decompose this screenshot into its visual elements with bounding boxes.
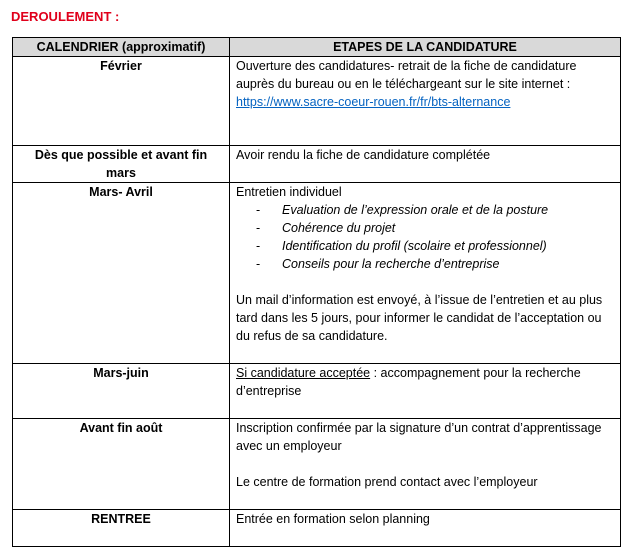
table-row — [13, 364, 621, 419]
list-item: - Conseils pour la recherche d’entreprise — [256, 255, 614, 273]
list-item: - Evaluation de l’expression orale et de la posture — [256, 201, 614, 219]
table-header-row — [13, 38, 621, 57]
candidature-schedule-table — [12, 37, 621, 547]
step-cell — [230, 146, 621, 183]
period-cell: Février — [13, 57, 230, 146]
step-cell — [230, 419, 621, 510]
step-text-secondary: Un mail d’information est envoyé, à l’issue de l’entretien et au plus tard dans les 5 jours, pour informer le candidat de l’acceptation ou du refus de sa candidature. — [236, 293, 603, 343]
step-text: Ouverture des candidatures- retrait de la fiche de candidature auprès du bureau ou en le téléchargeant sur le site internet : — [236, 59, 577, 91]
step-cell — [230, 510, 621, 547]
table-row — [13, 57, 621, 146]
header-calendar: CALENDRIER (approximatif) — [13, 38, 230, 57]
step-text-secondary: Le centre de formation prend contact avec l’employeur — [236, 475, 538, 489]
website-link[interactable]: https://www.sacre-coeur-rouen.fr/fr/bts-alternance — [236, 95, 511, 109]
period-cell: Avant fin août — [13, 419, 230, 510]
step-cell — [230, 183, 621, 364]
step-text: Avoir rendu la fiche de candidature complétée — [236, 148, 491, 162]
list-item: - Cohérence du projet — [256, 219, 614, 237]
period-cell: Mars- Avril — [13, 183, 230, 364]
step-cell — [230, 364, 621, 419]
period-cell: Dès que possible et avant fin mars — [13, 146, 230, 183]
step-text: Inscription confirmée par la signature d’un contrat d’apprentissage avec un employeur — [236, 421, 602, 453]
table-row — [13, 419, 621, 510]
section-title: DEROULEMENT : — [11, 9, 120, 24]
table-row — [13, 510, 621, 547]
step-text: Entretien individuel — [236, 185, 342, 199]
step-text: Entrée en formation selon planning — [236, 512, 430, 526]
step-condition: Si candidature acceptée — [236, 366, 371, 380]
list-item: - Identification du profil (scolaire et professionnel) — [256, 237, 614, 255]
header-steps: ETAPES DE LA CANDIDATURE — [230, 38, 621, 57]
table-row — [13, 183, 621, 364]
period-cell: Mars-juin — [13, 364, 230, 419]
table-row — [13, 146, 621, 183]
interview-items-list — [236, 201, 614, 273]
step-text: : accompagnement pour la recherche d’entreprise — [236, 366, 581, 398]
step-cell — [230, 57, 621, 146]
period-cell: RENTREE — [13, 510, 230, 547]
